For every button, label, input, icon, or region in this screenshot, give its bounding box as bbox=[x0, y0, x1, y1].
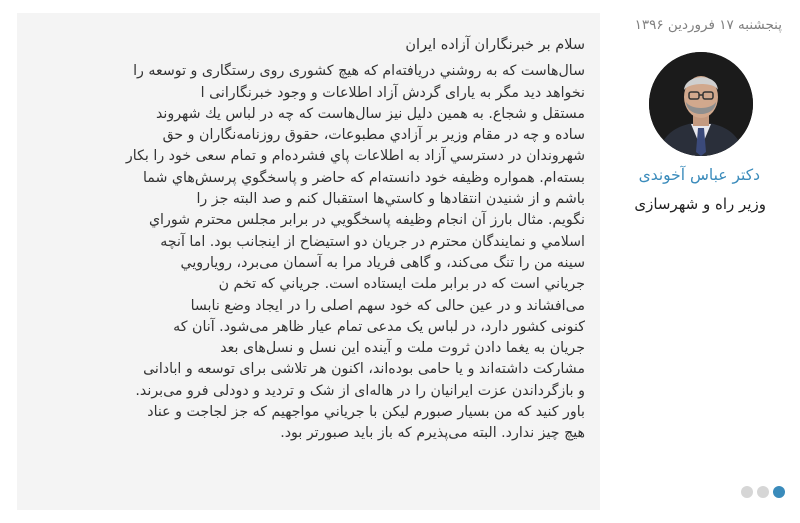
avatar[interactable] bbox=[649, 52, 753, 156]
post-line: جرياني است که در برابر ملت ايستاده است. جرياني که تخم ن bbox=[218, 276, 585, 293]
post-line: نگويم. مثال بارز آن انجام وظيفه پاسخگويي در برابر مجلس محترم شوراي bbox=[148, 212, 585, 229]
post-line: هيچ چيز ندارد. البته می‌پذيرم که باز بايد صبورتر بود. bbox=[280, 425, 585, 442]
post-line: باور کنيد که من بسيار صبورم ليکن با جرياني مواجهيم که جز لجاجت و عناد bbox=[147, 404, 585, 421]
post-line: اسلامي و نمايندگان محترم در جريان دو استيضاح از اينجانب بود. اما آنچه bbox=[160, 233, 585, 250]
post-body bbox=[17, 13, 600, 510]
post-line: می‌افشاند و در عين حالی که خود سهم اصلی را در ايجاد وضع نابسا bbox=[190, 297, 585, 314]
post-line: و بازگرداندن عزت ايرانيان را در هاله‌ای از شک و ترديد و دودلی فرو می‌برند. bbox=[135, 382, 585, 399]
post-line: سال‌هاست که به روشني دريافته‌ام که هيچ کشوری روی رستگاری و توسعه را bbox=[133, 63, 585, 80]
post-text bbox=[17, 35, 585, 445]
pager-dot[interactable] bbox=[741, 486, 753, 498]
pager-dot[interactable] bbox=[757, 486, 769, 498]
author-name[interactable]: دکتر عباس آخوندی bbox=[638, 166, 760, 184]
post-line: نخواهد ديد مگر به يارای گردش آزاد اطلاعات و وجود خبرنگارانی ا bbox=[200, 84, 585, 101]
author-role: وزیر راه و شهرسازی bbox=[634, 195, 766, 213]
avatar-portrait-icon bbox=[649, 52, 753, 156]
post-line: مشارکت داشته‌اند و يا حامی بوده‌اند، اکنون هر تلاشی برای توسعه و ابادانی bbox=[143, 361, 585, 378]
post-date: پنجشنبه ۱۷ فروردین ۱۳۹۶ bbox=[634, 17, 782, 33]
post-line: مستقل و شجاع. به همين دليل نيز سال‌هاست که چه در لباس يك شهروند bbox=[155, 105, 585, 122]
post-line: سينه من را تنگ می‌کند، و گاهی فرياد مرا به آسمان می‌برد، رويارويي bbox=[180, 254, 585, 271]
post-line: کنونی کشور دارد، در لباس يک مدعی تمام عيار ظاهر می‌شود. آنان که bbox=[173, 318, 585, 335]
pager-dot[interactable] bbox=[773, 486, 785, 498]
author-sidebar bbox=[606, 0, 800, 523]
post-line: ساده و چه در مقام وزير بر آزادي مطبوعات، حقوق روزنامه‌نگاران و حق bbox=[162, 127, 585, 144]
post-greeting: سلام بر خبرنگاران آزاده ایران bbox=[405, 37, 585, 53]
post-line: شهروندان در دسترسي آزاد به اطلاعات پاي فشرده‌ام و تمام سعی خود را بکار bbox=[125, 148, 585, 165]
slide-pager bbox=[741, 486, 785, 498]
post-line: باشم و از شنيدن انتقادها و کاستي‌ها استقبال کنم و صد البته جز را bbox=[196, 191, 585, 208]
post-line: بسته‌ام. همواره وظيفه خود دانسته‌ام که حاضر و پاسخگوي پرسش‌هاي شما bbox=[142, 169, 585, 186]
post-line: جريان به يغما دادن ثروت ملت و آينده اين نسل و نسل‌های بعد bbox=[220, 340, 585, 357]
